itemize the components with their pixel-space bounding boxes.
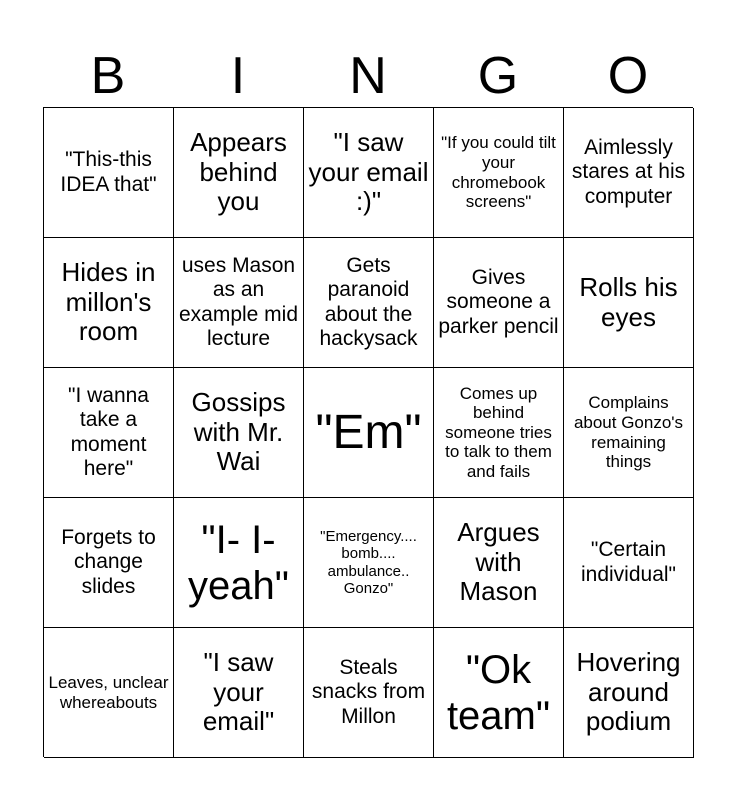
bingo-cell[interactable] (44, 238, 174, 368)
bingo-cell[interactable] (304, 368, 434, 498)
cell-text: "I- I-yeah" (188, 517, 289, 608)
cell-text: Steals snacks from Millon (311, 656, 426, 728)
cell-text: Hovering around podium (576, 646, 681, 737)
bingo-cell[interactable] (564, 108, 694, 238)
cell-text: Comes up behind someone tries to talk to them and fails (445, 383, 552, 481)
cell-text: Rolls his eyes (579, 271, 678, 332)
bingo-cell[interactable] (564, 498, 694, 628)
cell-text: Aimlessly stares at his computer (571, 136, 686, 208)
header-letter-o: O (607, 47, 649, 105)
bingo-cell[interactable] (434, 368, 564, 498)
cell-text: Hides in millon's room (61, 256, 156, 347)
cell-text: Argues with Mason (457, 516, 540, 607)
bingo-cell[interactable] (304, 238, 434, 368)
cell-text: Gets paranoid about the hackysack (319, 254, 418, 350)
bingo-cell[interactable] (44, 108, 174, 238)
cell-text: Gives someone a parker pencil (438, 266, 559, 338)
bingo-cell[interactable] (564, 628, 694, 758)
header-letter-n: N (349, 47, 387, 105)
bingo-cell[interactable] (44, 368, 174, 498)
cell-text: "Ok team" (446, 647, 551, 738)
bingo-cell[interactable] (434, 238, 564, 368)
bingo-cell[interactable] (564, 368, 694, 498)
bingo-cell[interactable] (174, 238, 304, 368)
bingo-cell[interactable] (174, 498, 304, 628)
bingo-cell[interactable] (44, 498, 174, 628)
header-letter-b: B (90, 47, 126, 105)
cell-text: "Emergency.... bomb.... ambulance.. Gonzo" (320, 528, 417, 597)
bingo-board (43, 107, 693, 757)
bingo-cell[interactable] (174, 368, 304, 498)
cell-text: Appears behind you (190, 126, 287, 217)
bingo-cell[interactable] (44, 628, 174, 758)
cell-text: "I wanna take a moment here" (67, 384, 149, 480)
cell-text: Forgets to change slides (61, 526, 156, 598)
cell-text: "Certain individual" (580, 538, 676, 586)
bingo-cell[interactable] (174, 108, 304, 238)
bingo-cell[interactable] (304, 498, 434, 628)
cell-text: Gossips with Mr. Wai (191, 386, 286, 477)
bingo-cell[interactable] (434, 628, 564, 758)
bingo-cell[interactable] (304, 628, 434, 758)
bingo-cell[interactable] (434, 498, 564, 628)
cell-text: uses Mason as an example mid lecture (178, 254, 299, 350)
bingo-cell[interactable] (434, 108, 564, 238)
bingo-cell[interactable] (304, 108, 434, 238)
cell-text: Leaves, unclear whereabouts (48, 672, 169, 712)
header-letter-g: G (477, 47, 519, 105)
bingo-header (43, 44, 693, 108)
cell-text: "I saw your email" (202, 646, 275, 737)
bingo-cell[interactable] (564, 238, 694, 368)
cell-text: "If you could tilt your chromebook screens" (441, 133, 556, 212)
cell-text: "Em" (315, 405, 422, 459)
cell-text: "This-this IDEA that" (60, 148, 157, 196)
bingo-cell[interactable] (174, 628, 304, 758)
cell-text: Complains about Gonzo's remaining things (573, 393, 684, 472)
cell-text: "I saw your email :)" (308, 126, 429, 217)
header-letter-i: I (230, 47, 246, 105)
